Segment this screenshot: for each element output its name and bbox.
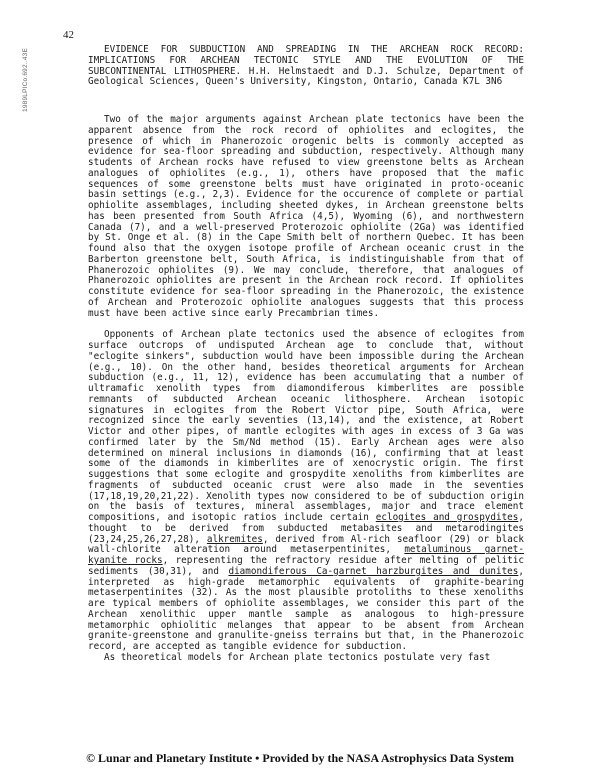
footer-credit: © Lunar and Planetary Institute • Provided by the NASA Astrophysics Data System <box>86 751 514 765</box>
article-authors: H.H. Helmstaedt and D.J. Schulze, Department of Geological Sciences, Queen's University, Kingston, Ontario, Canada K7L 3N6 <box>88 65 524 88</box>
paragraph-3: As theoretical models for Archean plate tectonics postulate very fast <box>104 651 491 663</box>
bibcode-stamp: 1989LPICo.692..43E <box>22 48 29 112</box>
paragraph-2 <box>88 330 524 653</box>
term-ca-garnet-harzburgites: diamondiferous Ca-garnet harzburgites and dunites <box>228 565 519 577</box>
article-text <box>88 45 524 664</box>
paragraph-2-part-c: , derived from Al-rich seafloor (29) or black wall-chlorite alteration around metaserpentinites, <box>88 533 525 556</box>
page-number: 42 <box>63 29 74 41</box>
paragraph-2-part-b: , thought to be derived from subducted metabasites and metarodingites (23,24,25,26,27,28), <box>88 512 524 545</box>
article-header <box>88 45 524 88</box>
paragraph-2-part-a: Opponents of Archean plate tectonics used the absence of eclogites from surface outcrops of undisputed Archean age to conclude that, without "eclogite sinkers", subduction would have been impossible during the Archean (e.g., 10). On the other hand, besides theoretical arguments for Archean subduction (e.g., 11, 12), evidence has been accumulating that a number of ultramafic xenolith types from diamondiferous kimberlites are possible remnants of subducted Archean oceanic lithosphere. Archean isotopic signatures in eclogites from the Robert Victor pipe, South Africa, were recognized since the early seventies (13,14), and the existence, at Robert Victor and other pipes, of mantle eclogites with ages in excess of 3 Ga was confirmed later by the Sm/Nd method (15). Early Archean ages were also determined on mineral inclusions in diamonds (16), confirming that at least some of the diamonds in kimberlites are of xenocrystic origin. The first suggestions that some eclogite and grospydite xenoliths from kimberlites are fragments of subducted oceanic crust were also made in the seventies (17,18,19,20,21,22). Xenolith types now considered to be of subduction origin on the basis of textures, mineral assemblages, major and trace element compositions, and isotopic ratios include certain <box>88 329 524 523</box>
paragraph-2-part-e: , interpreted as high-grade metamorphic equivalents of graphite-bearing metaserpentinites (32). As the most plausible protoliths to these xenoliths are typical members of ophiolite assemblages, we consider this part of the Archean xenolithic upper mantle sample as analogous to high-pressure metamorphic ophiolitic melanges that appear to be absent from Archean granite-greenstone and granulite-gneiss terrains but that, in the Phanerozoic record, are accepted as tangible evidence for subduction. <box>88 565 524 652</box>
article-title: EVIDENCE FOR SUBDUCTION AND SPREADING IN THE ARCHEAN ROCK RECORD: IMPLICATIONS FOR ARCHEAN TECTONIC STYLE AND THE EVOLUTION OF THE SUBCONTINENTAL LITHOSPHERE. <box>88 44 524 77</box>
paragraph-2-part-d: , representing the refractory residue after melting of pelitic sediments (30,31), and <box>88 555 525 577</box>
paragraph-1: Two of the major arguments against Archean plate tectonics have been the apparent absence from the rock record of ophiolites and eclogites, the presence of which in Phanerozoic orogenic belts is commonly accepted as evidence for sea-floor spreading and subduction, respectively. Although many students of Archean rocks have refused to view greenstone belts as Archean analogues of ophiolites (e.g., 1), others have proposed that the mafic sequences of some greenstone belts must have originated in proto-oceanic basin settings (e.g., 2,3). Evidence for the occurence of complete or partial ophiolite assemblages, including sheeted dykes, in Archean greenstone belts has been presented from South Africa (4,5), Wyoming (6), and northwestern Canada (7), and a well-preserved Proterozoic ophiolite (2Ga) was identified by St. Onge et al. (8) in the Cape Smith belt of northern Quebec. It has been found also that the oxygen isotope profile of Archean oceanic crust in the Barberton greenstone belt, South Africa, is indistinguishable from that of Phanerozoic ophiolites (9). We may conclude, therefore, that analogues of Phanerozoic ophiolites are present in the Archean rock record. If ophiolites constitute evidence for sea-floor spreading in the Phanerozoic, the existence of Archean and Proterozoic ophiolite analogues suggests that this process must have been active since early Precambrian times. <box>88 114 524 319</box>
term-alkremites: alkremites <box>206 533 263 545</box>
term-garnet-kyanite-rocks: metaluminous garnet-kyanite rocks <box>88 544 524 566</box>
term-eclogites-grospydites: eclogites and grospydites <box>375 512 519 523</box>
